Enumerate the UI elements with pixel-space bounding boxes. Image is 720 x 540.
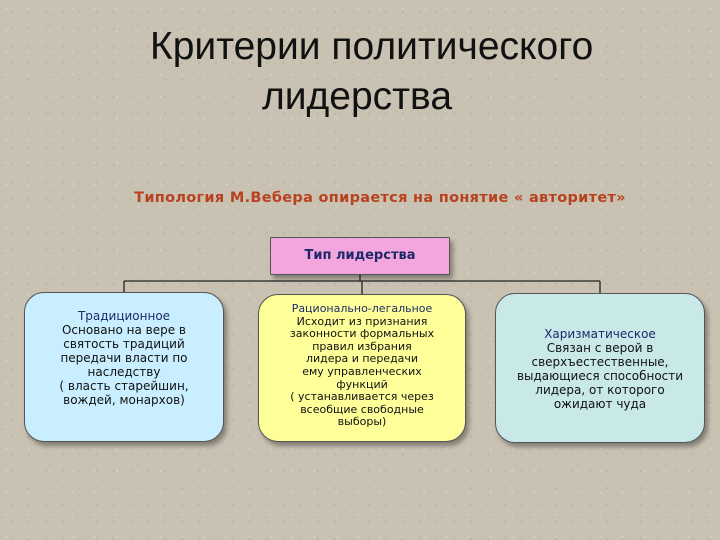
node-rational-legal [258, 294, 466, 442]
node-charismatic-description: Связан с верой в сверхъестественные, выдающиеся способности лидера, от которого ожидают чуда [516, 341, 684, 411]
node-rational-legal-name: Рационально-легальное [291, 302, 433, 315]
node-charismatic-name: Харизматическое [544, 327, 656, 341]
slide-title-line-2: лидерства [262, 75, 453, 118]
node-charismatic [495, 293, 705, 443]
slide-title-line-1: Критерии политического [150, 25, 594, 68]
root-node-label: Тип лидерства [304, 248, 416, 263]
root-node-leadership-type [270, 237, 450, 275]
node-traditional-name: Традиционное [77, 309, 171, 323]
node-traditional [24, 292, 224, 442]
node-traditional-description: Основано на вере в святость традиций передачи власти по наследству ( власть старейшин, вождей, монархов) [59, 323, 189, 407]
node-rational-legal-description: Исходит из признания законности формальных правил избрания лидера и передачи ему управленческих функций ( устанавливается через всеобщие свободные выборы) [289, 314, 435, 429]
subtitle: Типология М.Вебера опирается на понятие « авторитет» [134, 190, 626, 206]
